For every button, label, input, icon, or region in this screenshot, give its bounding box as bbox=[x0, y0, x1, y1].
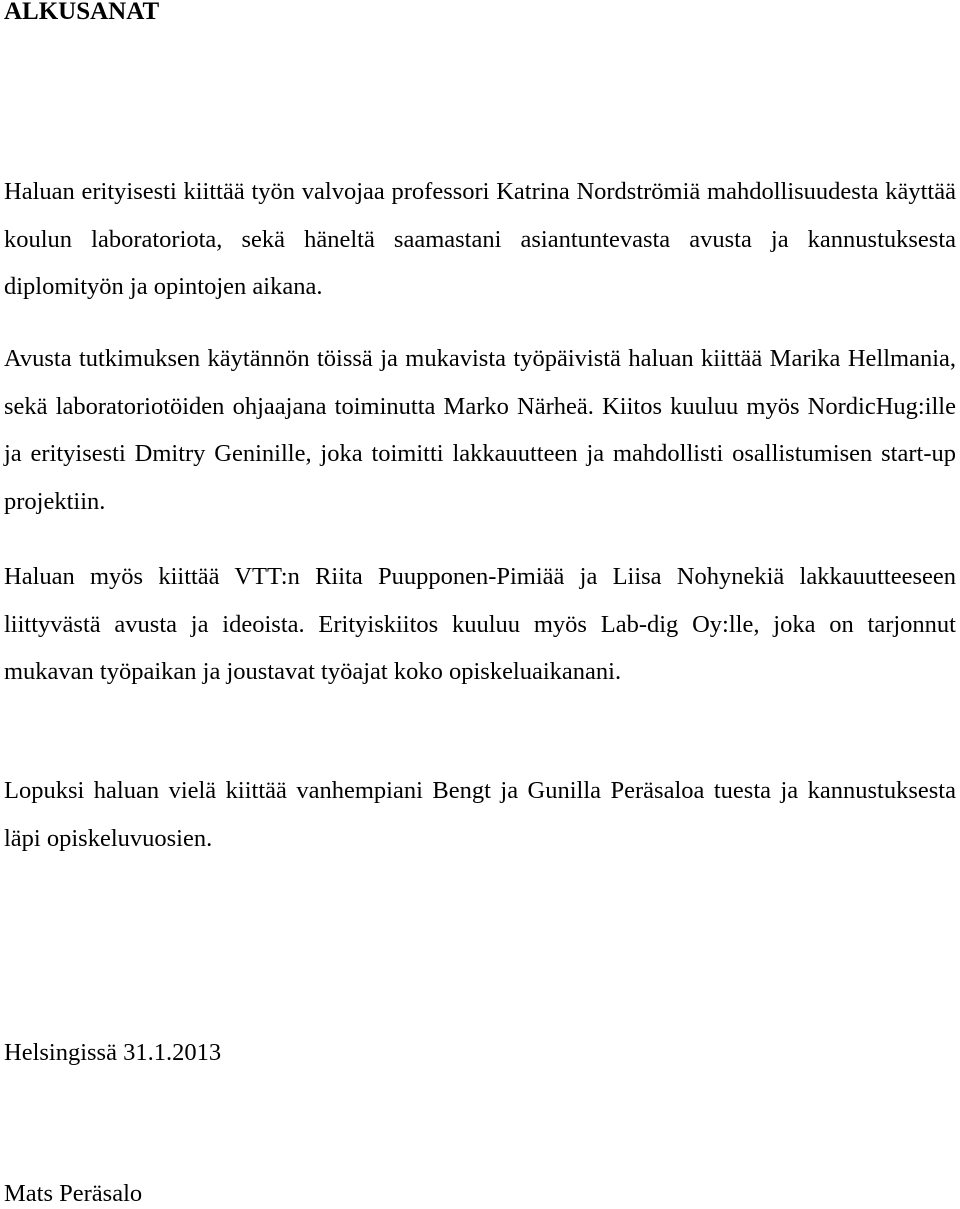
paragraph-1: Haluan erityisesti kiittää työn valvojaa professori Katrina Nordströmiä mahdollisuudesta käyttää koulun laboratoriota, sekä häneltä saamastani asiantuntevasta avusta ja kannustuksesta diplomityön ja opintojen aikana. bbox=[4, 178, 956, 301]
paragraph-4: Lopuksi haluan vielä kiittää vanhempiani Bengt ja Gunilla Peräsaloa tuesta ja kannustuksesta läpi opiskeluvuosien. bbox=[4, 777, 956, 852]
paragraph-2: Avusta tutkimuksen käytännön töissä ja mukavista työpäivistä haluan kiittää Marika Hellmania, sekä laboratoriotöiden ohjaajana toiminutta Marko Närheä. Kiitos kuuluu myös NordicHug:ille ja erityisesti Dmitry Geninille, joka toimitti lakkauutteen ja mahdollisti osallistumisen start-up projektiin. bbox=[4, 345, 956, 515]
place-date: Helsingissä 31.1.2013 bbox=[4, 1039, 222, 1066]
author-name: Mats Peräsalo bbox=[4, 1180, 143, 1207]
page-title: ALKUSANAT bbox=[4, 0, 160, 25]
paragraph-3: Haluan myös kiittää VTT:n Riita Puupponen-Pimiää ja Liisa Nohynekiä lakkauutteeseen liittyvästä avusta ja ideoista. Erityiskiitos kuuluu myös Lab-dig Oy:lle, joka on tarjonnut mukavan työpaikan ja joustavat työajat koko opiskeluaikanani. bbox=[4, 563, 956, 686]
